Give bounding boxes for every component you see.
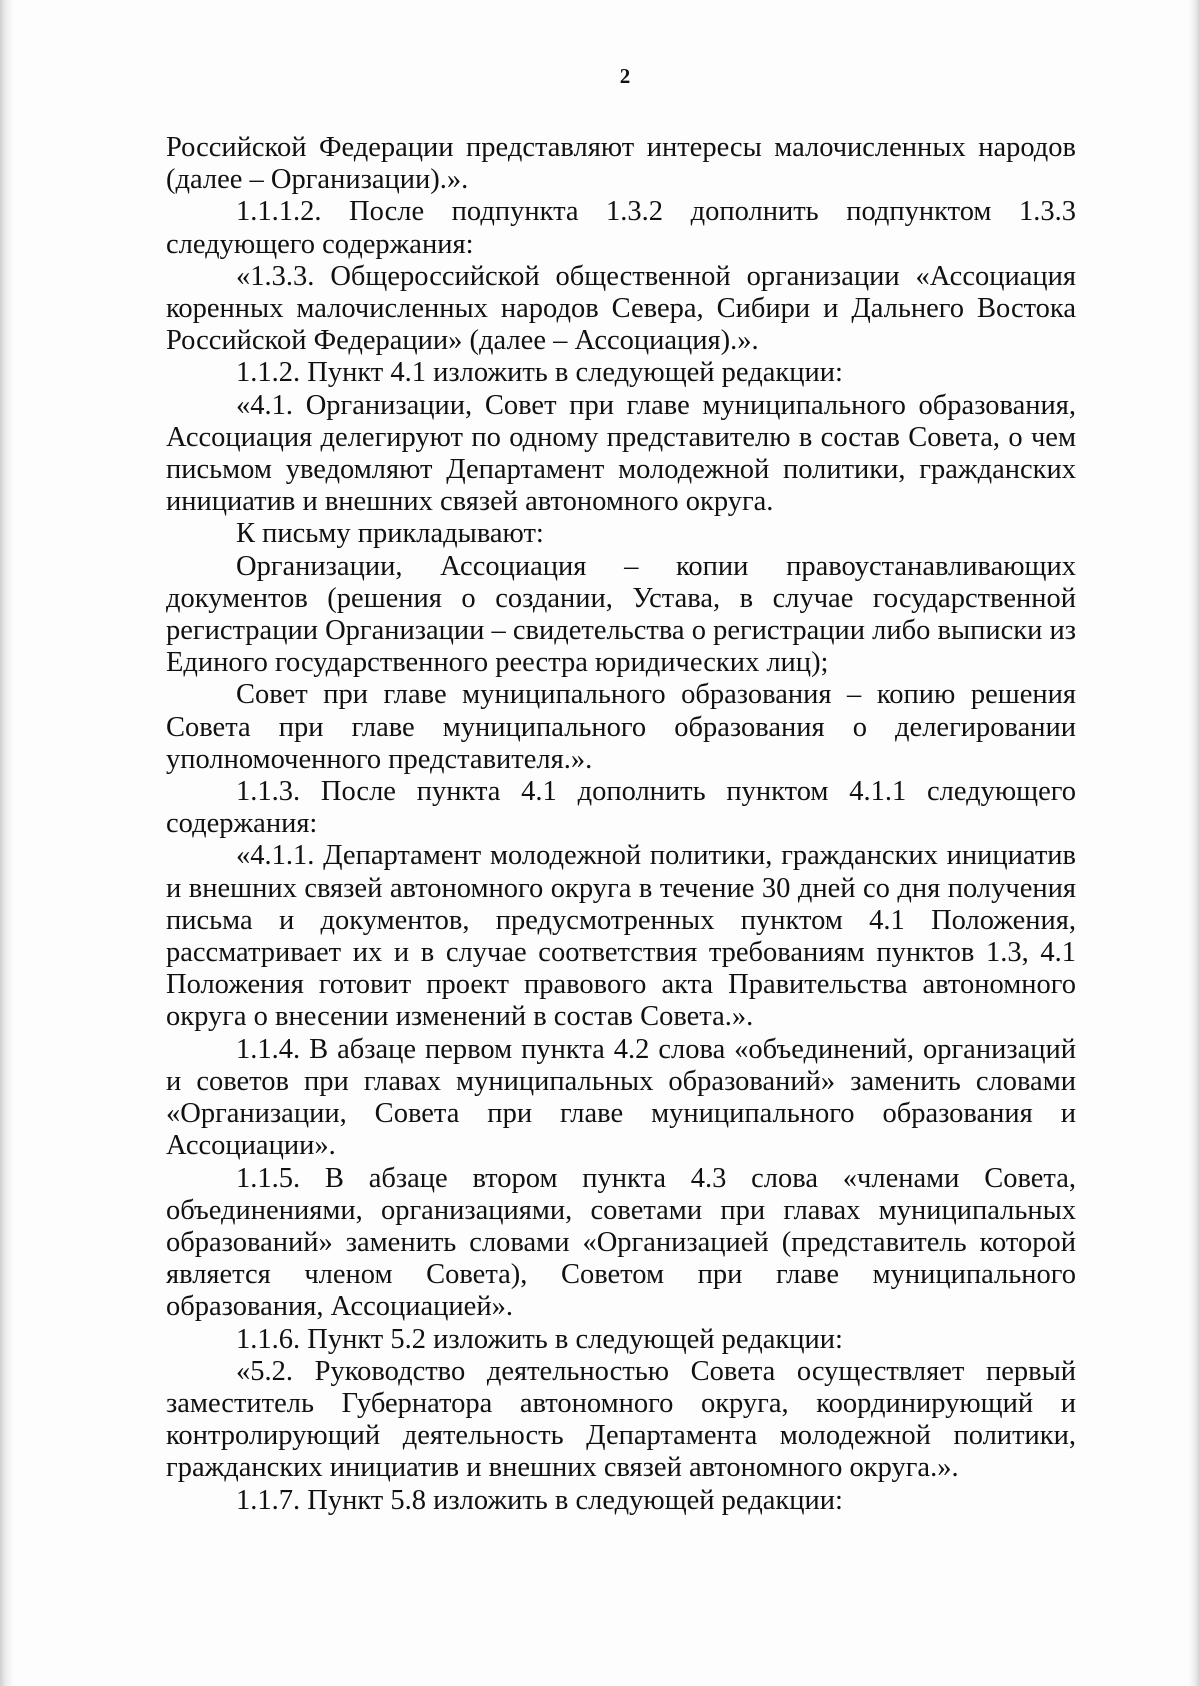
paragraph-1-1-4: 1.1.4. В абзаце первом пункта 4.2 слова «объединений, организаций и советов при главах муниципальных образований» заменить словами «Организации, Совета при главе муниципального образования и Ассоциации». — [166, 1033, 1076, 1162]
paragraph-quote-1-3-3: «1.3.3. Общероссийской общественной организации «Ассоциация коренных малочисленных народов Севера, Сибири и Дальнего Востока Российской Федерации» (далее – Ассоциация).». — [166, 260, 1076, 357]
paragraph-continuation: Российской Федерации представляют интересы малочисленных народов (далее – Организации).». — [166, 132, 1076, 196]
scan-edge-right — [1188, 0, 1200, 1686]
paragraph-attachments-intro: К письму прикладывают: — [236, 518, 544, 550]
paragraph-quote-4-1: «4.1. Организации, Совет при главе муниципального образования, Ассоциация делегируют по одному представителю в состав Совета, о чем письмом уведомляют Департамент молодежной политики, гражданских инициатив и внешних связей автономного округа. — [166, 389, 1076, 518]
page-number: 2 — [619, 64, 631, 88]
paragraph-1-1-6: 1.1.6. Пункт 5.2 изложить в следующей редакции: — [236, 1323, 843, 1355]
paragraph-attachments-council: Совет при главе муниципального образования – копию решения Совета при главе муниципального образования о делегировании уполномоченного представителя.». — [166, 679, 1076, 775]
paragraph-attachments-organizations: Организации, Ассоциация – копии правоустанавливающих документов (решения о создании, Устава, в случае государственной регистрации Организации – свидетельства о регистрации либо выписки из Единого государственного реестра юридических лиц); — [166, 550, 1076, 679]
paragraph-quote-5-2: «5.2. Руководство деятельностью Совета осуществляет первый заместитель Губернатора автономного округа, координирующий и контролирующий деятельность Департамента молодежной политики, гражданских инициатив и внешних связей автономного округа.». — [166, 1355, 1076, 1484]
paragraph-1-1-2: 1.1.2. Пункт 4.1 изложить в следующей редакции: — [236, 357, 843, 389]
paragraph-1-1-1-2: 1.1.1.2. После подпункта 1.3.2 дополнить подпунктом 1.3.3 следующего содержания: — [166, 196, 1076, 260]
paragraph-1-1-7: 1.1.7. Пункт 5.8 изложить в следующей редакции: — [236, 1484, 843, 1516]
document-body — [166, 132, 1076, 1517]
paragraph-1-1-5: 1.1.5. В абзаце втором пункта 4.3 слова «членами Совета, объединениями, организациями, советами при главах муниципальных образований» заменить словами «Организацией (представитель которой является членом Совета), Советом при главе муниципального образования, Ассоциацией». — [166, 1162, 1076, 1323]
paragraph-1-1-3: 1.1.3. После пункта 4.1 дополнить пунктом 4.1.1 следующего содержания: — [166, 776, 1076, 840]
paragraph-quote-4-1-1: «4.1.1. Департамент молодежной политики, гражданских инициатив и внешних связей автономного округа в течение 30 дней со дня получения письма и документов, предусмотренных пунктом 4.1 Положения, рассматривает их и в случае соответствия требованиям пунктов 1.3, 4.1 Положения готовит проект правового акта Правительства автономного округа о внесении изменений в состав Совета.». — [166, 840, 1076, 1033]
scan-edge-left — [0, 0, 14, 1686]
